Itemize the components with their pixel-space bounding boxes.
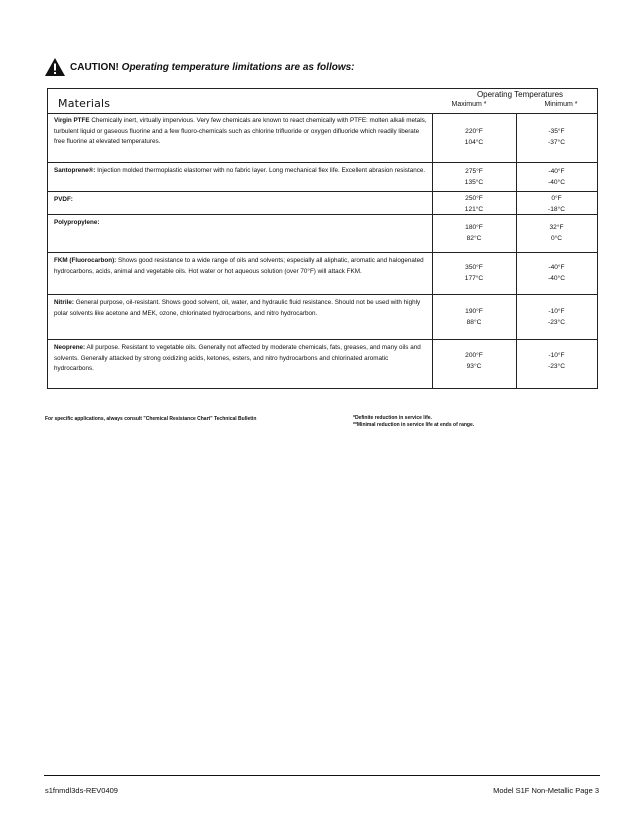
chemical-resistance-note: For specific applications, always consult "Chemical Resistance Chart" Technical Bulletin [45,416,257,422]
max-temp-cell [432,222,516,244]
min-temp-f: -10°F [548,352,565,359]
max-temp-cell [432,193,516,215]
material-description: All purpose. Resistant to vegetable oils. Generally not affected by moderate chemicals, fats, greases, and many oils and solvents. Generally attacked by strong oxidizing acids, ketones, esters, and nitro hydrocarbons and chlorinated aromatic hydrocarbons. [54,344,421,372]
min-temp-f: -40°F [548,168,565,175]
table-row [48,163,597,192]
min-temp-c: -23°C [548,363,565,370]
min-temp-c: 0°C [550,235,563,242]
caution-heading [70,62,355,73]
min-temp-cell [516,166,597,188]
warning-triangle-icon [44,57,66,77]
caution-label: CAUTION! [70,61,119,73]
material-description: General purpose, oil-resistant. Shows good solvent, oil, water, and hydraulic fluid resistance. Should not be used with highly polar solvents like acetone and MEK, ozone, chlorinated hydrocarbons, and nitro hydrocarbon. [54,299,421,317]
table-row [48,253,597,295]
document-code: s1fnmdl3ds-REV0409 [45,786,118,795]
min-temp-c: -23°C [548,319,565,326]
minimum-header: Minimum * [544,101,578,108]
material-name: Polypropylene: [54,219,100,226]
material-description-cell [54,343,428,375]
max-temp-c: 93°C [466,363,482,370]
min-temp-f: -40°F [548,264,565,271]
min-temp-cell [516,193,597,215]
material-description: Shows good resistance to a wide range of oils and solvents; especially all aliphatic, aromatic and halogenated hydrocarbons, acids, animal and vegetable oils. Hot water or hot aqueous solution (over 70°F) will attack FKM. [54,257,424,275]
material-description-cell [54,298,428,319]
max-temp-c: 121°C [464,206,484,213]
min-temp-c: -37°C [548,139,565,146]
max-temp-c: 88°C [466,319,482,326]
max-temp-cell [432,126,516,148]
material-description-cell [54,166,428,177]
table-row [48,192,597,215]
min-temp-cell [516,262,597,284]
material-name: Nitrile: [54,299,74,306]
min-temp-cell [516,350,597,372]
footnote-definite-reduction: *Definite reduction in service life. [353,415,432,421]
material-description-cell [54,116,428,148]
max-temp-cell [432,306,516,328]
operating-temperatures-header: Operating Temperatures [476,90,564,99]
max-temp-f: 220°F [465,128,483,135]
material-description-cell [54,256,428,277]
min-temp-f: -35°F [548,128,565,135]
table-row [48,295,597,340]
min-temp-cell [516,306,597,328]
footer-rule [44,775,600,776]
material-description: Injection molded thermoplastic elastomer with no fabric layer. Long mechanical flex life. Excellent abrasion resistance. [97,167,426,174]
max-temp-c: 177°C [464,275,484,282]
table-header [48,89,597,114]
material-name: FKM (Fluorocarbon): [54,257,117,264]
material-description-cell [54,195,428,206]
max-temp-c: 82°C [466,235,482,242]
max-temp-cell [432,262,516,284]
min-temp-c: -40°C [548,179,565,186]
min-temp-f: 32°F [549,224,564,231]
table-row [48,113,597,163]
min-temp-cell [516,222,597,244]
max-temp-f: 275°F [465,168,483,175]
materials-header: Materials [58,97,111,110]
material-name: PVDF: [54,196,73,203]
max-temp-f: 250°F [465,195,483,202]
max-temp-c: 104°C [464,139,484,146]
footnote-minimal-reduction: **Minimal reduction in service life at ends of range. [353,421,475,428]
material-name: Virgin PTFE [54,117,90,124]
table-row [48,215,597,253]
footnotes [353,415,474,428]
table-row [48,340,597,388]
max-temp-f: 350°F [465,264,483,271]
min-temp-c: -40°C [548,275,565,282]
min-temp-cell [516,126,597,148]
max-temp-f: 180°F [465,224,483,231]
max-temp-f: 190°F [465,308,483,315]
caution-text: Operating temperature limitations are as follows: [121,61,355,73]
min-temp-c: -18°C [548,206,565,213]
maximum-header: Maximum * [451,101,487,108]
caution-banner [44,57,355,77]
max-temp-c: 135°C [464,179,484,186]
page-label: Model S1F Non-Metallic Page 3 [493,786,599,795]
max-temp-cell [432,166,516,188]
max-temp-cell [432,350,516,372]
material-name: Santoprene®: [54,167,96,174]
material-description: Chemically inert, virtually impervious. Very few chemicals are known to react chemically with PTFE: molten alkali metals, turbulent liquid or gaseous fluorine and a few fluoro-chemicals such as chlorine trifluoride or oxygen difluoride which readily liberate free fluorine at elevated temperatures. [54,117,427,145]
min-temp-f: -10°F [548,308,565,315]
min-temp-f: 0°F [551,195,562,202]
material-name: Neoprene: [54,344,86,351]
material-description-cell [54,218,428,229]
temperature-table [47,88,598,389]
max-temp-f: 200°F [465,352,483,359]
